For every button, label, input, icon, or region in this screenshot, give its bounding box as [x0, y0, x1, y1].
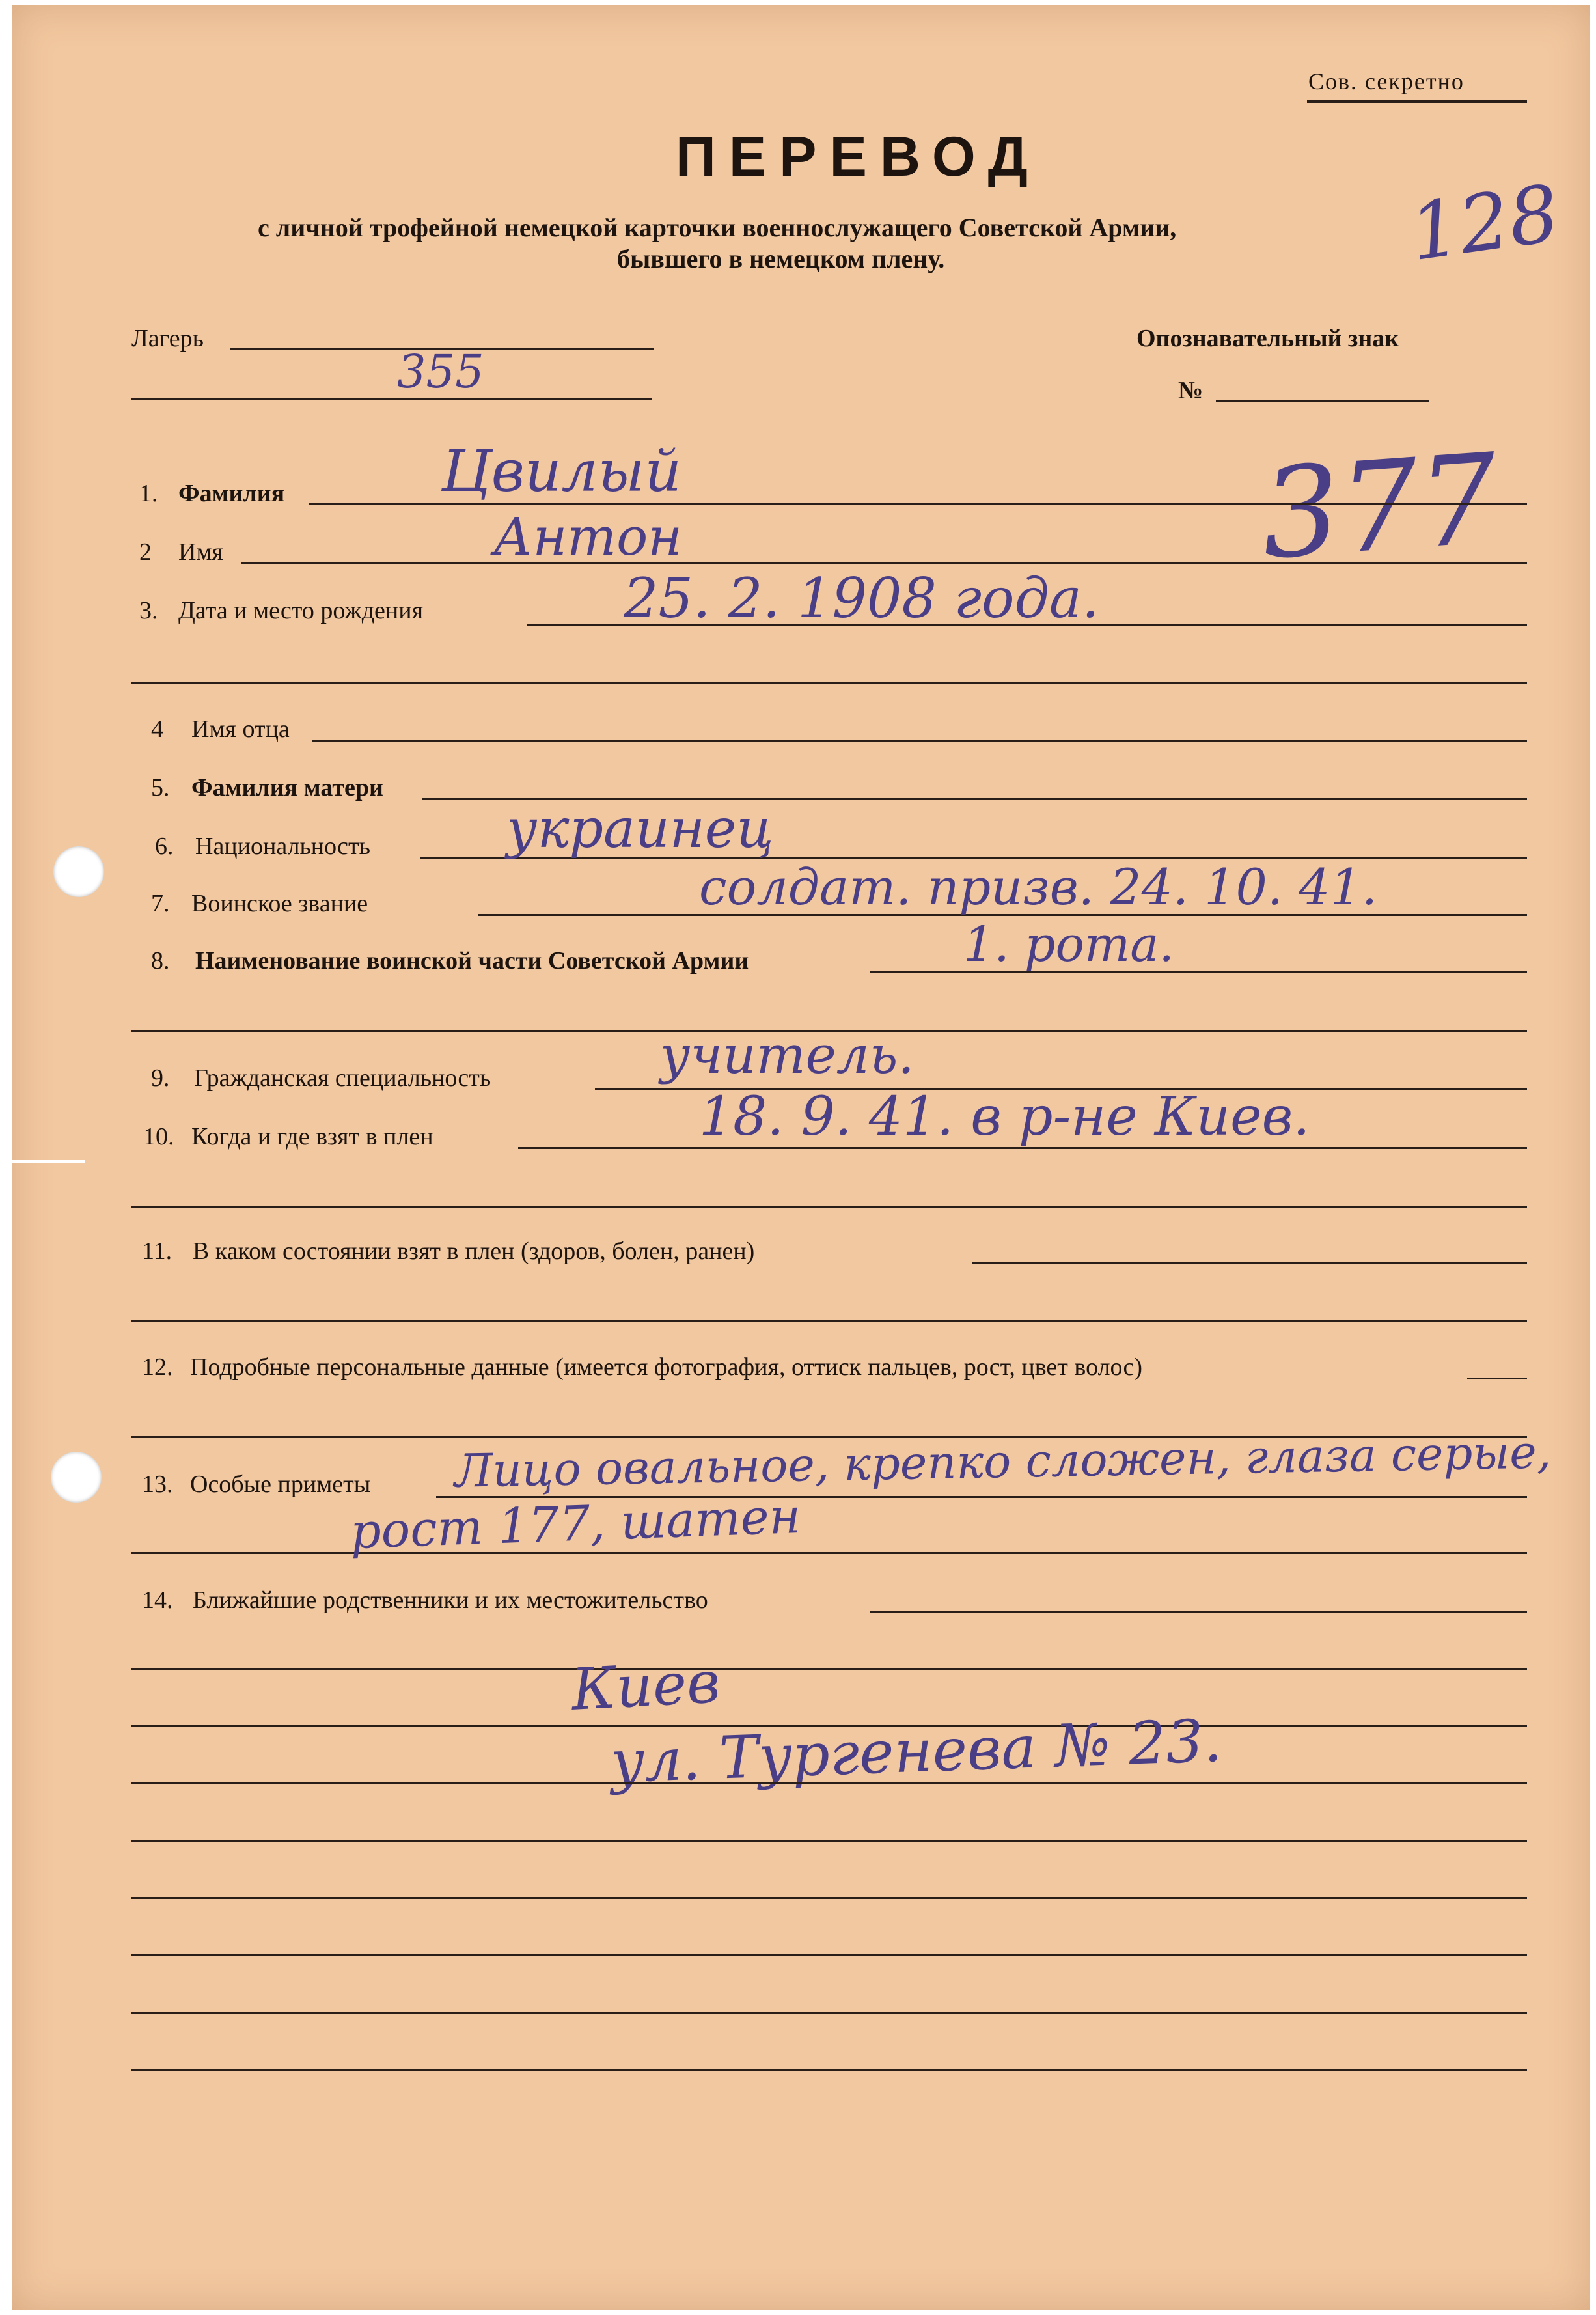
field-3-label: Дата и место рождения [178, 597, 424, 624]
punch-hole-top [53, 846, 104, 897]
field-4-num: 4 [151, 715, 163, 743]
field-9-num: 9. [151, 1064, 170, 1092]
field-12-num: 12. [142, 1353, 173, 1381]
page-title: ПЕРЕВОД [676, 126, 1041, 188]
id-tag-line [1216, 400, 1429, 402]
field-14-line-9 [131, 2069, 1527, 2071]
field-4-label: Имя отца [191, 715, 290, 743]
camp-value: 355 [397, 345, 484, 398]
id-tag-number-sign: № [1178, 377, 1204, 404]
field-2-value: Антон [493, 506, 682, 567]
punch-hole-bottom [51, 1452, 102, 1503]
field-14-line [870, 1611, 1527, 1613]
field-10-num: 10. [143, 1123, 174, 1150]
field-9-label: Гражданская специальность [194, 1064, 491, 1092]
field-10-value: 18. 9. 41. в р-не Киев. [699, 1086, 1310, 1148]
field-5-label: Фамилия матери [191, 774, 383, 801]
field-12-label: Подробные персональные данные (имеется фотография, оттиск пальцев, рост, цвет волос) [190, 1353, 1142, 1381]
field-10-line-2 [131, 1206, 1527, 1208]
field-12-line [1467, 1378, 1527, 1379]
field-14-value-line-2: ул. Тургенева № 23. [609, 1706, 1223, 1797]
classification-underline [1307, 100, 1527, 103]
field-14-value-line-1: Киев [570, 1648, 722, 1723]
field-1-value: Цвилый [441, 437, 682, 505]
field-14-num: 14. [142, 1587, 173, 1614]
field-7-value: солдат. призв. 24. 10. 41. [699, 858, 1378, 916]
field-1-label: Фамилия [178, 480, 285, 507]
field-11-line [972, 1262, 1527, 1264]
field-9-value: учитель. [660, 1025, 915, 1085]
camp-label: Лагерь [131, 325, 204, 352]
field-7-num: 7. [151, 890, 170, 917]
field-14-line-2 [131, 1668, 1527, 1670]
field-14-line-4 [131, 1782, 1527, 1784]
field-4-line [312, 740, 1527, 742]
field-2-label: Имя [178, 538, 223, 566]
camp-line-2 [131, 398, 652, 400]
field-3-num: 3. [139, 597, 158, 624]
field-11-label: В каком состоянии взят в плен (здоров, болен, ранен) [193, 1238, 755, 1265]
field-14-label: Ближайшие родственники и их местожительство [193, 1587, 708, 1614]
field-6-label: Национальность [195, 833, 370, 860]
id-tag-label: Опознавательный знак [1136, 325, 1399, 352]
field-8-label: Наименование воинской части Советской Армии [195, 947, 749, 975]
field-1-num: 1. [139, 480, 158, 507]
field-13-line-2 [131, 1552, 1527, 1554]
field-2-num: 2 [139, 538, 152, 566]
field-11-line-2 [131, 1320, 1527, 1322]
field-14-line-8 [131, 2012, 1527, 2014]
subtitle-line-1: с личной трофейной немецкой карточки военнослужащего Советской Армии, [258, 213, 1177, 242]
field-8-value: 1. рота. [963, 917, 1174, 973]
field-6-num: 6. [155, 833, 174, 860]
field-8-num: 8. [151, 947, 170, 975]
field-13-value-line-2: рост 177, шатен [349, 1488, 802, 1560]
field-11-num: 11. [142, 1238, 172, 1265]
field-14-line-7 [131, 1954, 1527, 1956]
field-7-label: Воинское звание [191, 890, 368, 917]
field-6-value: украинец [506, 798, 774, 860]
field-14-line-6 [131, 1897, 1527, 1899]
field-13-num: 13. [142, 1471, 173, 1498]
subtitle-line-2: бывшего в немецком плену. [617, 244, 945, 273]
field-13-value: Лицо овальное, крепко сложен, глаза серые, [454, 1425, 1552, 1498]
margin-number: 128 [1404, 168, 1565, 279]
large-handwritten-number: 377 [1256, 426, 1502, 587]
field-2-line [241, 562, 1527, 564]
field-3-value: 25. 2. 1908 года. [624, 566, 1099, 630]
field-3-line-2 [131, 682, 1527, 684]
field-14-line-5 [131, 1840, 1527, 1842]
document-sheet [12, 5, 1590, 2310]
field-10-label: Когда и где взят в плен [191, 1123, 433, 1150]
classification-stamp: Сов. секретно [1308, 68, 1465, 94]
field-5-num: 5. [151, 774, 170, 801]
paper-tear [12, 1160, 85, 1163]
field-13-label: Особые приметы [190, 1471, 371, 1498]
